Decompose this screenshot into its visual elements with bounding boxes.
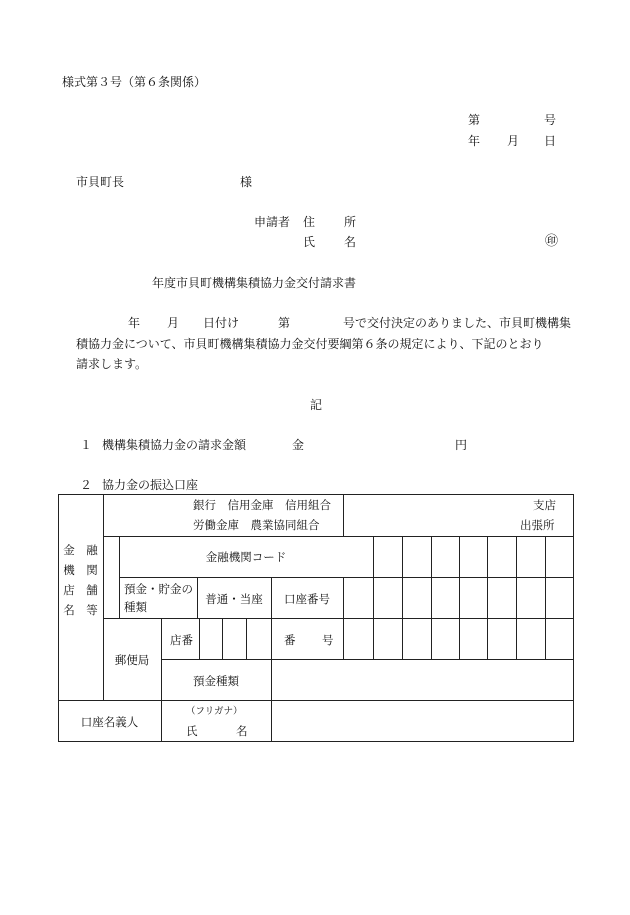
date-month: 月	[507, 134, 520, 148]
item1-number: １	[80, 438, 93, 452]
furigana-label: （フリガナ）	[186, 706, 243, 717]
sub-branch-label: 出張所	[520, 518, 555, 532]
body-date-suffix: 日付け	[203, 316, 240, 330]
body-line-2: 積協力金について、市貝町機構集積協力金交付要綱第６条の規定により、下記のとおり	[76, 337, 544, 351]
item1-kin: 金	[292, 438, 305, 452]
name-label-2: 名	[344, 235, 357, 249]
body-dai: 第	[278, 316, 291, 330]
seal-mark: ㊞	[545, 234, 559, 249]
account-number-label: 口座番号	[284, 592, 330, 606]
form-id: 様式第３号（第６条関係）	[62, 75, 207, 89]
name-label-1: 氏	[303, 235, 316, 249]
body-month: 月	[167, 316, 180, 330]
branch-label: 支店	[533, 498, 556, 512]
number-label-2: 号	[322, 633, 334, 647]
store-number-label: 店番	[170, 633, 193, 647]
body-line-3: 請求します。	[76, 357, 148, 371]
item2-label: 協力金の振込口座	[102, 478, 199, 492]
date-day: 日	[544, 134, 557, 148]
post-office-label: 郵便局	[114, 653, 150, 667]
holder-label: 口座名義人	[80, 715, 139, 729]
number-dai: 第	[468, 113, 481, 127]
body-rest: 号で交付決定のありました、市貝町機構集	[343, 316, 572, 330]
address-label-2: 所	[344, 215, 357, 229]
applicant-label: 申請者	[254, 215, 291, 229]
number-label-1: 番	[284, 633, 296, 647]
addressee-honorific: 様	[240, 175, 253, 189]
bank-types-line2: 労働金庫 農業協同組合	[193, 518, 320, 532]
deposit-kind-label: 預金種類	[193, 674, 239, 688]
body-year: 年	[128, 316, 141, 330]
date-year: 年	[468, 134, 481, 148]
bank-types-line1: 銀行 信用金庫 信用組合	[193, 498, 331, 512]
number-go: 号	[544, 113, 557, 127]
addressee-name: 市貝町長	[76, 175, 125, 189]
deposit-type-line2: 種類	[124, 600, 147, 614]
address-label-1: 住	[303, 215, 316, 229]
fi-code-label: 金融機関コード	[205, 550, 287, 564]
deposit-options: 普通・当座	[205, 592, 263, 606]
holder-name-2: 名	[236, 724, 248, 738]
item2-number: ２	[80, 478, 93, 492]
holder-name-1: 氏	[186, 724, 198, 738]
fi-label: 金 融 機 関 店 舗 名 等	[63, 543, 98, 617]
item1-label: 機構集積協力金の請求金額	[102, 438, 247, 452]
ki-heading: 記	[310, 398, 323, 412]
document-title: 年度市貝町機構集積協力金交付請求書	[152, 276, 357, 290]
item1-yen: 円	[455, 438, 468, 452]
deposit-type-line1: 預金・貯金の	[124, 582, 193, 596]
